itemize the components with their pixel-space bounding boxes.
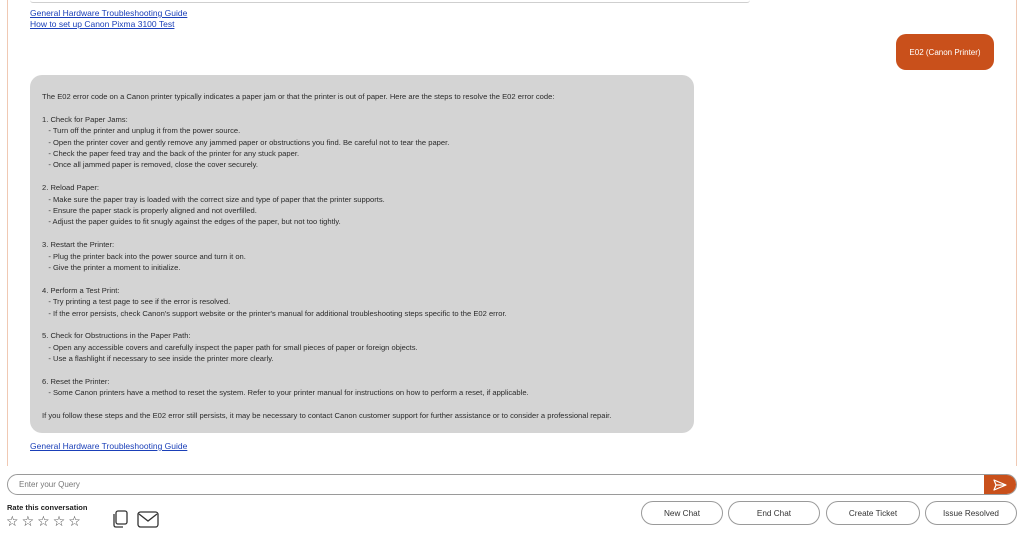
message-line-gap <box>42 399 682 410</box>
star-5-icon[interactable]: ☆ <box>68 513 81 529</box>
message-line-gap <box>42 365 682 376</box>
message-line: - Some Canon printers have a method to reset the system. Refer to your printer manual for instructions on how to perform a reset, if applicable. <box>42 388 529 398</box>
message-line: 6. Reset the Printer: <box>42 377 110 387</box>
email-button[interactable] <box>137 511 159 533</box>
mail-icon <box>137 511 159 528</box>
message-line: - Once all jammed paper is removed, close the cover securely. <box>42 160 258 170</box>
star-2-icon[interactable]: ☆ <box>21 513 35 529</box>
new-chat-button[interactable]: New Chat <box>641 501 723 525</box>
message-line: - Open the printer cover and gently remove any jammed paper or obstructions you find. Be careful not to tear the paper. <box>42 137 450 147</box>
previous-message-edge <box>30 0 750 3</box>
send-button[interactable] <box>984 475 1016 494</box>
star-4-icon[interactable]: ☆ <box>52 513 66 529</box>
message-line: - Give the printer a moment to initialize. <box>42 263 181 273</box>
message-line: 4. Perform a Test Print: <box>42 285 120 295</box>
link-general-hardware-guide-bottom[interactable]: General Hardware Troubleshooting Guide <box>30 441 188 451</box>
message-line: - Try printing a test page to see if the error is resolved. <box>42 297 231 307</box>
link-general-hardware-guide-top[interactable]: General Hardware Troubleshooting Guide <box>30 8 188 18</box>
copy-icon <box>110 509 130 529</box>
message-line: 2. Reload Paper: <box>42 183 99 193</box>
message-line-gap <box>42 102 682 113</box>
message-line: - If the error persists, check Canon's support website or the printer's manual for additional troubleshooting steps specific to the E02 error. <box>42 308 507 318</box>
query-input[interactable] <box>8 475 986 494</box>
create-ticket-button[interactable]: Create Ticket <box>826 501 920 525</box>
message-line: - Check the paper feed tray and the back of the printer for any stuck paper. <box>42 149 300 159</box>
end-chat-button[interactable]: End Chat <box>728 501 820 525</box>
query-bar <box>7 474 1017 495</box>
copy-button[interactable] <box>110 509 130 534</box>
message-line: If you follow these steps and the E02 error still persists, it may be necessary to contact Canon customer support for further assistance or to consider a professional repair. <box>42 411 612 421</box>
message-line: - Use a flashlight if necessary to see inside the printer more clearly. <box>42 354 274 364</box>
issue-resolved-button[interactable]: Issue Resolved <box>925 501 1017 525</box>
message-line: 1. Check for Paper Jams: <box>42 114 128 124</box>
message-line: - Ensure the paper stack is properly aligned and not overfilled. <box>42 206 257 216</box>
message-line: - Adjust the paper guides to fit snugly against the edges of the paper, but not too tightly. <box>42 217 341 227</box>
message-line-gap <box>42 319 682 330</box>
message-line: - Open any accessible covers and carefully inspect the paper path for small pieces of paper or foreign objects. <box>42 342 418 352</box>
star-3-icon[interactable]: ☆ <box>37 513 50 529</box>
link-setup-canon-pixma[interactable]: How to set up Canon Pixma 3100 Test <box>30 19 175 29</box>
message-line-gap <box>42 273 682 284</box>
message-line-gap <box>42 228 682 239</box>
message-line: The E02 error code on a Canon printer typically indicates a paper jam or that the printer is out of paper. Here are the steps to resolve the E02 error code: <box>42 92 555 101</box>
message-line: - Turn off the printer and unplug it from the power source. <box>42 126 241 136</box>
bot-message-bubble <box>30 75 694 433</box>
star-1-icon[interactable]: ☆ <box>6 513 19 529</box>
send-icon <box>993 479 1007 491</box>
message-line: 3. Restart the Printer: <box>42 240 115 250</box>
message-line: - Plug the printer back into the power source and turn it on. <box>42 251 246 261</box>
message-line-gap <box>42 171 682 182</box>
user-message-bubble: E02 (Canon Printer) <box>896 34 994 70</box>
star-rating <box>6 513 81 529</box>
rate-label: Rate this conversation <box>7 503 88 512</box>
message-line: - Make sure the paper tray is loaded with the correct size and type of paper that the printer supports. <box>42 194 385 204</box>
message-line: 5. Check for Obstructions in the Paper Path: <box>42 331 191 341</box>
